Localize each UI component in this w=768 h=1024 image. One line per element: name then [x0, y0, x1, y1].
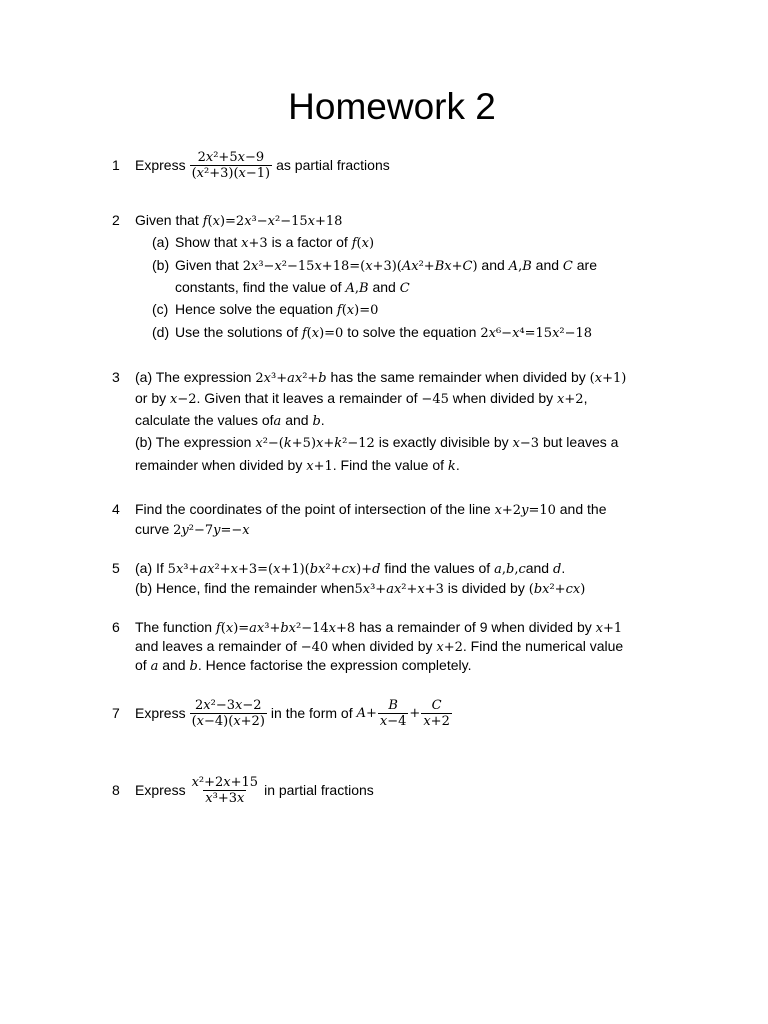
page-title: Homework 2 [288, 86, 496, 127]
question-text: to solve the equation [347, 324, 477, 340]
question-text: Hence solve the equation [175, 301, 333, 317]
question-text: and [481, 257, 505, 273]
math-expression: A,B [508, 259, 532, 274]
question-text: and [525, 560, 550, 576]
math-expression: b [189, 659, 198, 674]
fraction-denominator: (x−4)(x+2) [191, 713, 265, 729]
math-expression: C [562, 259, 573, 274]
math-expression: C [399, 281, 410, 296]
math-expression: A,B [345, 281, 369, 296]
question-5b [135, 579, 585, 599]
math-expression: x−3 [512, 436, 540, 451]
math-expression: −45 [421, 392, 449, 407]
question-text: is a factor of [271, 234, 348, 250]
question-3-line [135, 411, 325, 431]
question-6-line [135, 618, 622, 638]
question-number: 3 [112, 369, 120, 385]
question-text: find the values of [384, 560, 491, 576]
question-text: (a) If [135, 560, 164, 576]
math-expression: 2y²−7y=−x [173, 523, 250, 538]
question-text: (a) The expression [135, 369, 252, 385]
math-expression: x²−(k+5)x+k²−12 [255, 436, 375, 451]
question-3-line [135, 389, 587, 409]
question-text: . Find the numerical value [462, 638, 624, 654]
question-4-line [135, 520, 250, 540]
question-text: The function [135, 619, 213, 635]
question-text: . [455, 457, 460, 473]
question-text: . [320, 412, 325, 428]
math-expression: d [552, 562, 562, 577]
question-text: . Find the value of [332, 457, 445, 473]
question-text: Show that [175, 234, 238, 250]
math-expression: A+ [356, 705, 377, 721]
fraction [190, 150, 273, 181]
question-text: or by [135, 390, 167, 406]
math-expression: x+1 [306, 459, 333, 474]
question-number: 4 [112, 501, 120, 517]
question-text: is divided by [447, 580, 525, 596]
question-text: and [372, 279, 396, 295]
math-expression: x−2 [170, 392, 197, 407]
question-text: but leaves a [542, 434, 619, 450]
math-expression: x+2 [436, 640, 463, 655]
question-text: in the form of [270, 705, 353, 721]
math-expression: 2x³−x²−15x+18=(x+3)(Ax²+Bx+C) [242, 259, 478, 274]
question-number: 5 [112, 560, 120, 576]
question-number: 2 [112, 212, 120, 228]
question-text: in partial fractions [264, 782, 374, 798]
question-number: 7 [112, 705, 120, 721]
question-text: Given that [135, 212, 199, 228]
question-text: (b) Hence, find the remainder when [135, 580, 355, 596]
question-text: curve [135, 521, 170, 537]
fraction-numerator: C [431, 697, 442, 713]
part-label: (b) [152, 257, 170, 273]
math-expression: f(x)=ax³+bx²−14x+8 [215, 621, 356, 636]
question-3-line [135, 368, 626, 388]
part-label: (d) [152, 324, 170, 340]
math-expression: + [409, 705, 421, 721]
fraction [190, 775, 261, 806]
question-7 [135, 695, 453, 731]
fraction-denominator: x−4 [379, 713, 407, 729]
question-5a [135, 559, 565, 579]
question-6-line [135, 637, 623, 657]
math-expression: −40 [300, 640, 329, 655]
math-expression: b [312, 414, 321, 429]
fraction-numerator: B [388, 697, 398, 713]
math-expression: f(x) [351, 236, 375, 251]
question-text: as partial fractions [276, 157, 390, 173]
math-expression: x+1 [595, 621, 623, 636]
question-text: Given that [175, 257, 239, 273]
math-expression: 5x³+ax²+x+3 [354, 582, 444, 597]
math-expression: (x+1) [589, 371, 627, 386]
question-2c [152, 300, 378, 320]
question-text: . Hence factorise the expression completely. [197, 657, 472, 673]
question-text: and [535, 257, 560, 273]
question-text: calculate the values of [135, 412, 274, 428]
math-expression: a [273, 414, 282, 429]
part-label: (c) [152, 301, 169, 317]
question-text: has a remainder of 9 when divided by [359, 619, 592, 635]
question-3-line [135, 433, 618, 453]
question-text: when divided by [452, 390, 554, 406]
question-3-line [135, 456, 460, 476]
math-expression: a,b,c [494, 562, 526, 577]
question-text: . [561, 560, 566, 576]
math-expression: f(x)=0 [301, 326, 344, 341]
question-text: , [583, 390, 588, 406]
math-expression: k [447, 459, 456, 474]
question-1 [135, 147, 390, 183]
question-2d [152, 323, 592, 343]
question-number: 1 [112, 157, 120, 173]
math-expression: 2x⁶−x⁴=15x²−18 [480, 326, 593, 341]
fraction [378, 698, 409, 729]
math-expression: 5x³+ax²+x+3=(x+1)(bx²+cx)+d [167, 562, 381, 577]
fraction [421, 698, 452, 729]
question-text: constants, find the value of [175, 279, 342, 295]
fraction [190, 698, 267, 729]
question-2b [152, 256, 597, 276]
math-expression: (bx²+cx) [528, 582, 586, 597]
question-text: Express [135, 782, 186, 798]
fraction-denominator: x+2 [423, 713, 450, 729]
question-text: of [135, 657, 147, 673]
question-text: (b) The expression [135, 434, 252, 450]
question-2a [152, 233, 374, 253]
math-expression: a [150, 659, 159, 674]
question-text: remainder when divided by [135, 457, 303, 473]
question-4-line [135, 500, 606, 520]
fraction-numerator: 2x²−3x−2 [194, 697, 262, 713]
math-expression: x+2y=10 [494, 503, 556, 518]
question-6-line [135, 656, 471, 676]
math-expression: 2x³+ax²+b [255, 371, 327, 386]
question-text: Find the coordinates of the point of intersection of the line [135, 501, 491, 517]
fraction-numerator: x²+2x+15 [191, 774, 259, 790]
question-text: Express [135, 157, 186, 173]
question-text: and leaves a remainder of [135, 638, 297, 654]
question-text: and the [559, 501, 607, 517]
fraction-denominator: (x²+3)(x−1) [191, 165, 271, 181]
fraction-denominator: x³+3x [205, 790, 245, 806]
math-expression: x+2 [557, 392, 584, 407]
question-2-line [135, 211, 342, 231]
math-expression: x+3 [241, 236, 268, 251]
question-text: is exactly divisible by [378, 434, 509, 450]
question-number: 6 [112, 619, 120, 635]
math-expression: f(x)=0 [336, 303, 379, 318]
question-number: 8 [112, 782, 120, 798]
question-text: and [162, 657, 186, 673]
question-text: has the same remainder when divided by [330, 369, 586, 385]
question-text: Use the solutions of [175, 324, 298, 340]
part-label: (a) [152, 234, 170, 250]
math-expression: f(x)=2x³−x²−15x+18 [202, 214, 343, 229]
question-text: Express [135, 705, 186, 721]
fraction-numerator: 2x²+5x−9 [197, 149, 265, 165]
question-2b-continued [175, 278, 410, 298]
question-text: are [576, 257, 597, 273]
question-text: when divided by [332, 638, 433, 654]
question-8 [135, 772, 374, 808]
question-text: . Given that it leaves a remainder of [196, 390, 418, 406]
question-text: and [285, 412, 309, 428]
